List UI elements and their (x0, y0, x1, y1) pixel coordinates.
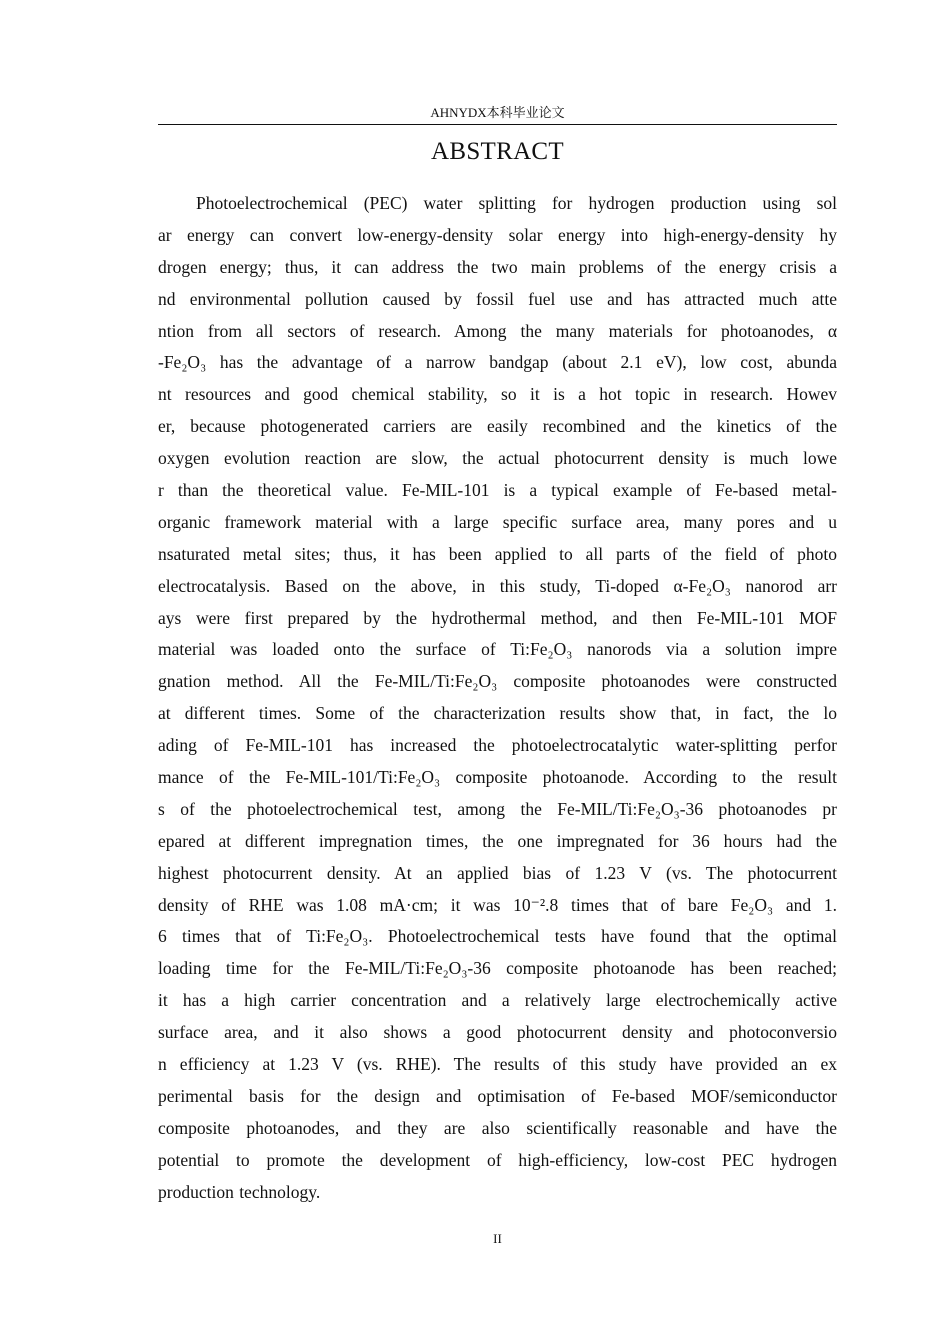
body-line: gnation method. All the Fe-MIL/Ti:Fe₂O₃ composite photoanodes were constructed (158, 671, 837, 692)
body-line: production technology. (158, 1181, 321, 1202)
body-line: nsaturated metal sites; thus, it has been applied to all parts of the field of photo (158, 543, 837, 564)
body-line: ading of Fe-MIL-101 has increased the photoelectrocatalytic water-splitting perfor (158, 735, 837, 756)
body-line: loading time for the Fe-MIL/Ti:Fe₂O₃-36 composite photoanode has been reached; (158, 958, 837, 979)
abstract-title: ABSTRACT (431, 138, 564, 165)
body-line: mance of the Fe-MIL-101/Ti:Fe₂O₃ composite photoanode. According to the result (158, 767, 837, 788)
body-line: r than the theoretical value. Fe-MIL-101 is a typical example of Fe-based metal- (158, 480, 837, 501)
body-line: s of the photoelectrochemical test, among the Fe-MIL/Ti:Fe₂O₃-36 photoanodes pr (158, 798, 837, 819)
body-line: ntion from all sectors of research. Among the many materials for photoanodes, α (158, 320, 837, 341)
body-line: density of RHE was 1.08 mA·cm; it was 10⁻².8 times that of bare Fe₂O₃ and 1. (158, 894, 837, 915)
body-line: at different times. Some of the characterization results show that, in fact, the lo (158, 703, 837, 724)
body-line: er, because photogenerated carriers are easily recombined and the kinetics of the (158, 416, 837, 437)
body-line: organic framework material with a large specific surface area, many pores and u (158, 511, 837, 532)
body-line: composite photoanodes, and they are also scientifically reasonable and have the (158, 1117, 837, 1138)
page-number: II (493, 1231, 502, 1246)
body-line: material was loaded onto the surface of Ti:Fe₂O₃ nanorods via a solution impre (158, 639, 837, 660)
body-line: it has a high carrier concentration and a relatively large electrochemically active (158, 990, 837, 1011)
body-line: drogen energy; thus, it can address the two main problems of the energy crisis a (158, 256, 837, 277)
body-line: -Fe₂O₃ has the advantage of a narrow bandgap (about 2.1 eV), low cost, abunda (158, 352, 837, 373)
body-line: nt resources and good chemical stability, so it is a hot topic in research. Howev (158, 384, 837, 405)
body-line: perimental basis for the design and optimisation of Fe-based MOF/semiconductor (158, 1085, 837, 1106)
body-line: ays were first prepared by the hydrothermal method, and then Fe-MIL-101 MOF (158, 607, 837, 628)
abstract-body (158, 188, 837, 1209)
body-line: n efficiency at 1.23 V (vs. RHE). The results of this study have provided an ex (158, 1054, 837, 1075)
body-line: potential to promote the development of high-efficiency, low-cost PEC hydrogen (158, 1149, 837, 1170)
header-rule (158, 124, 837, 125)
body-line: 6 times that of Ti:Fe₂O₃. Photoelectrochemical tests have found that the optimal (158, 926, 837, 947)
body-line: nd environmental pollution caused by fossil fuel use and has attracted much atte (158, 288, 837, 309)
body-line: ar energy can convert low-energy-density solar energy into high-energy-density hy (158, 224, 837, 245)
body-line: Photoelectrochemical (PEC) water splitting for hydrogen production using sol (196, 193, 837, 213)
body-line: oxygen evolution reaction are slow, the actual photocurrent density is much lowe (158, 448, 837, 469)
body-line: epared at different impregnation times, the one impregnated for 36 hours had the (158, 830, 837, 851)
body-line: highest photocurrent density. At an applied bias of 1.23 V (vs. The photocurrent (158, 862, 837, 883)
body-line: electrocatalysis. Based on the above, in this study, Ti-doped α-Fe₂O₃ nanorod arr (158, 575, 837, 596)
running-header: AHNYDX本科毕业论文 (430, 105, 565, 120)
body-line: surface area, and it also shows a good photocurrent density and photoconversio (158, 1022, 837, 1043)
